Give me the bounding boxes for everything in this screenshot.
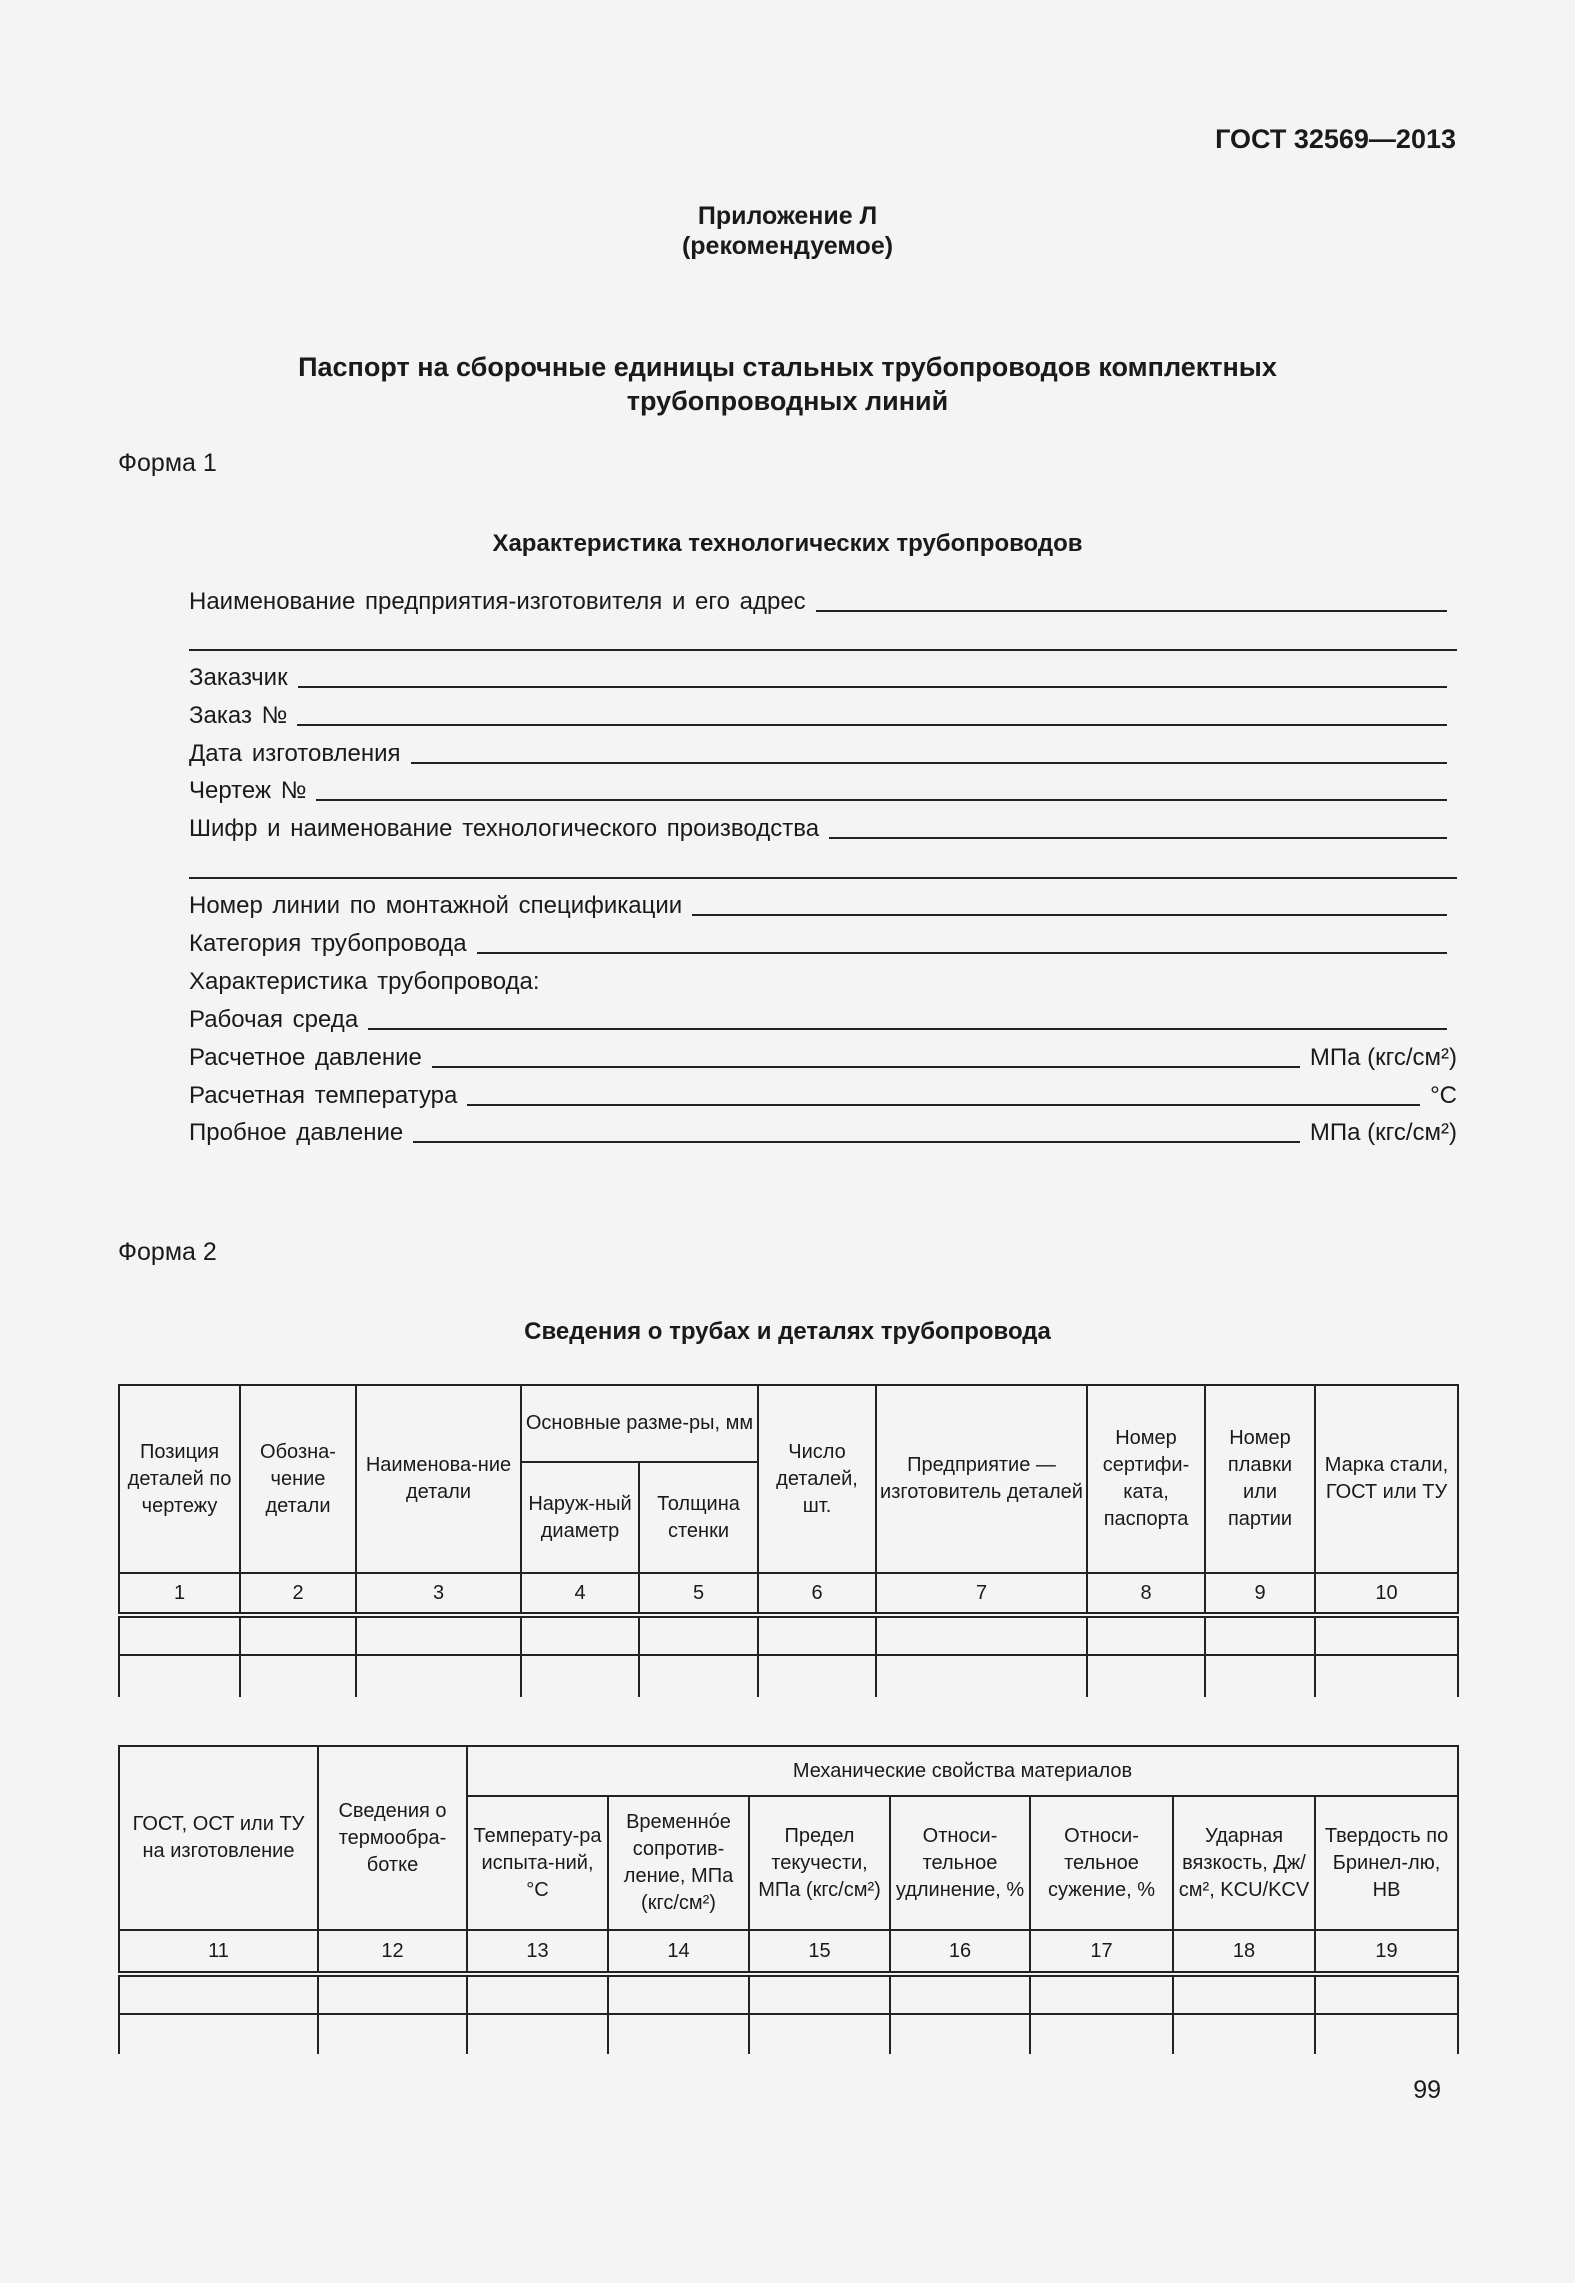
header-cell: Марка стали, ГОСТ или ТУ xyxy=(1315,1385,1458,1573)
empty-cell[interactable] xyxy=(1173,2014,1315,2054)
column-number: 3 xyxy=(356,1573,521,1615)
column-number: 15 xyxy=(749,1930,890,1974)
empty-cell[interactable] xyxy=(1030,2014,1173,2054)
form-field-row xyxy=(189,738,1457,768)
empty-cell[interactable] xyxy=(521,1655,639,1697)
field-label: Шифр и наименование технологического производства xyxy=(189,815,820,842)
field-input-line[interactable] xyxy=(316,798,1447,801)
form-field-row xyxy=(189,1117,1457,1147)
form-field-row xyxy=(189,1042,1457,1072)
header-cell: Позиция деталей по чертежу xyxy=(119,1385,240,1573)
field-label: Пробное давление xyxy=(189,1119,404,1146)
field-input-line[interactable] xyxy=(432,1065,1300,1068)
header-cell: Временнóе сопротив-ление, МПа (кгс/см²) xyxy=(608,1796,749,1930)
header-cell: Твердость по Бринел-лю, НВ xyxy=(1315,1796,1458,1930)
column-number: 9 xyxy=(1205,1573,1315,1615)
header-cell: Предел текучести, МПа (кгс/см²) xyxy=(749,1796,890,1930)
document-title-line1: Паспорт на сборочные единицы стальных трубопроводов комплектных xyxy=(298,352,1277,382)
header-cell: Номер плавки или партии xyxy=(1205,1385,1315,1573)
column-number: 14 xyxy=(608,1930,749,1974)
empty-cell[interactable] xyxy=(1315,2014,1458,2054)
column-number: 10 xyxy=(1315,1573,1458,1615)
form-field-row xyxy=(189,700,1457,730)
field-input-line[interactable] xyxy=(829,836,1447,839)
form2-label: Форма 2 xyxy=(118,1238,217,1266)
empty-cell[interactable] xyxy=(1087,1655,1205,1697)
empty-cell[interactable] xyxy=(356,1655,521,1697)
column-number: 4 xyxy=(521,1573,639,1615)
empty-cell[interactable] xyxy=(467,1974,608,2014)
material-properties-table xyxy=(118,1745,1459,2054)
column-number: 2 xyxy=(240,1573,356,1615)
field-label: Номер линии по монтажной спецификации xyxy=(189,892,683,919)
empty-cell[interactable] xyxy=(890,1974,1030,2014)
header-cell: ГОСТ, ОСТ или ТУ на изготовление xyxy=(119,1746,318,1930)
column-number: 18 xyxy=(1173,1930,1315,1974)
form1-label: Форма 1 xyxy=(118,449,217,477)
field-label: Рабочая среда xyxy=(189,1006,359,1033)
form-field-row xyxy=(189,966,1457,996)
document-title-line2: трубопроводных линий xyxy=(626,386,949,416)
appendix-subtitle: (рекомендуемое) xyxy=(681,232,894,260)
empty-cell[interactable] xyxy=(1205,1655,1315,1697)
field-label: Чертеж № xyxy=(189,777,307,804)
column-number: 11 xyxy=(119,1930,318,1974)
empty-cell[interactable] xyxy=(758,1615,876,1655)
column-number: 7 xyxy=(876,1573,1087,1615)
header-cell: Основные разме-ры, мм xyxy=(521,1385,758,1462)
empty-cell[interactable] xyxy=(608,2014,749,2054)
field-input-line[interactable] xyxy=(467,1103,1420,1106)
empty-cell[interactable] xyxy=(1315,1974,1458,2014)
field-label: Категория трубопровода xyxy=(189,930,467,957)
empty-cell[interactable] xyxy=(1205,1615,1315,1655)
column-number: 6 xyxy=(758,1573,876,1615)
appendix-title: Приложение Л xyxy=(697,202,878,230)
header-cell: Предприятие — изготовитель деталей xyxy=(876,1385,1087,1573)
field-input-line[interactable] xyxy=(411,761,1447,764)
field-input-line[interactable] xyxy=(413,1140,1300,1143)
empty-cell[interactable] xyxy=(240,1615,356,1655)
form-field-row xyxy=(189,853,1457,883)
field-unit: МПа (кгс/см²) xyxy=(1309,1044,1457,1071)
column-number: 19 xyxy=(1315,1930,1458,1974)
column-number: 12 xyxy=(318,1930,467,1974)
empty-cell[interactable] xyxy=(356,1615,521,1655)
empty-cell[interactable] xyxy=(1173,1974,1315,2014)
field-input-line[interactable] xyxy=(692,913,1447,916)
form2-heading: Сведения о трубах и деталях трубопровода xyxy=(524,1318,1051,1345)
field-label: Расчетное давление xyxy=(189,1044,422,1071)
form-field-row xyxy=(189,928,1457,958)
empty-cell[interactable] xyxy=(876,1655,1087,1697)
column-number: 13 xyxy=(467,1930,608,1974)
form-field-row xyxy=(189,586,1457,616)
header-cell: Ударная вязкость, Дж/см², KCU/KCV xyxy=(1173,1796,1315,1930)
column-number: 17 xyxy=(1030,1930,1173,1974)
header-cell: Обозна-чение детали xyxy=(240,1385,356,1573)
empty-cell[interactable] xyxy=(758,1655,876,1697)
field-label: Наименование предприятия-изготовителя и его адрес xyxy=(189,588,806,615)
form-field-row xyxy=(189,1004,1457,1034)
field-input-line[interactable] xyxy=(368,1027,1447,1030)
form-field-row xyxy=(189,890,1457,920)
field-label: Заказ № xyxy=(189,702,288,729)
header-cell: Толщина стенки xyxy=(639,1462,758,1573)
header-cell: Сведения о термообра-ботке xyxy=(318,1746,467,1930)
header-cell: Число деталей, шт. xyxy=(758,1385,876,1573)
header-cell: Относи-тельное удлинение, % xyxy=(890,1796,1030,1930)
field-unit: МПа (кгс/см²) xyxy=(1309,1119,1457,1146)
field-label: Расчетная температура xyxy=(189,1082,458,1109)
empty-cell[interactable] xyxy=(119,1615,240,1655)
empty-cell[interactable] xyxy=(318,1974,467,2014)
form-field-row xyxy=(189,813,1457,843)
field-input-line[interactable] xyxy=(816,609,1447,612)
empty-cell[interactable] xyxy=(876,1615,1087,1655)
document-code: ГОСТ 32569—2013 xyxy=(1215,124,1456,154)
empty-cell[interactable] xyxy=(1087,1615,1205,1655)
column-number: 1 xyxy=(119,1573,240,1615)
field-input-line[interactable] xyxy=(298,685,1447,688)
page-number: 99 xyxy=(1413,2076,1441,2104)
field-unit: °С xyxy=(1430,1082,1457,1109)
empty-cell[interactable] xyxy=(639,1655,758,1697)
header-cell: Относи-тельное сужение, % xyxy=(1030,1796,1173,1930)
empty-cell[interactable] xyxy=(119,1974,318,2014)
empty-cell[interactable] xyxy=(119,2014,318,2054)
empty-cell[interactable] xyxy=(1315,1655,1458,1697)
empty-cell[interactable] xyxy=(639,1615,758,1655)
empty-cell[interactable] xyxy=(521,1615,639,1655)
empty-cell[interactable] xyxy=(119,1655,240,1697)
pipes-parts-table xyxy=(118,1384,1459,1697)
empty-cell[interactable] xyxy=(1315,1615,1458,1655)
form1-heading: Характеристика технологических трубопроводов xyxy=(492,530,1083,557)
field-label: Дата изготовления xyxy=(189,740,401,767)
form-field-row xyxy=(189,662,1457,692)
field-label: Характеристика трубопровода: xyxy=(189,968,540,995)
column-number: 16 xyxy=(890,1930,1030,1974)
field-label: Заказчик xyxy=(189,664,288,691)
empty-cell[interactable] xyxy=(1030,1974,1173,2014)
field-input-line[interactable] xyxy=(297,723,1447,726)
empty-cell[interactable] xyxy=(749,2014,890,2054)
form-field-row xyxy=(189,625,1457,655)
column-number: 5 xyxy=(639,1573,758,1615)
header-cell: Номер сертифи-ката, паспорта xyxy=(1087,1385,1205,1573)
form-field-row xyxy=(189,1080,1457,1110)
form-field-row xyxy=(189,775,1457,805)
field-input-line[interactable] xyxy=(189,876,1457,879)
header-cell: Наруж-ный диаметр xyxy=(521,1462,639,1573)
empty-cell[interactable] xyxy=(467,2014,608,2054)
empty-cell[interactable] xyxy=(749,1974,890,2014)
header-cell: Механические свойства материалов xyxy=(467,1746,1458,1796)
header-cell: Температу-ра испыта-ний, °С xyxy=(467,1796,608,1930)
empty-cell[interactable] xyxy=(608,1974,749,2014)
empty-cell[interactable] xyxy=(240,1655,356,1697)
empty-cell[interactable] xyxy=(890,2014,1030,2054)
field-input-line[interactable] xyxy=(477,951,1447,954)
header-cell: Наименова-ние детали xyxy=(356,1385,521,1573)
column-number: 8 xyxy=(1087,1573,1205,1615)
empty-cell[interactable] xyxy=(318,2014,467,2054)
field-input-line[interactable] xyxy=(189,648,1457,651)
